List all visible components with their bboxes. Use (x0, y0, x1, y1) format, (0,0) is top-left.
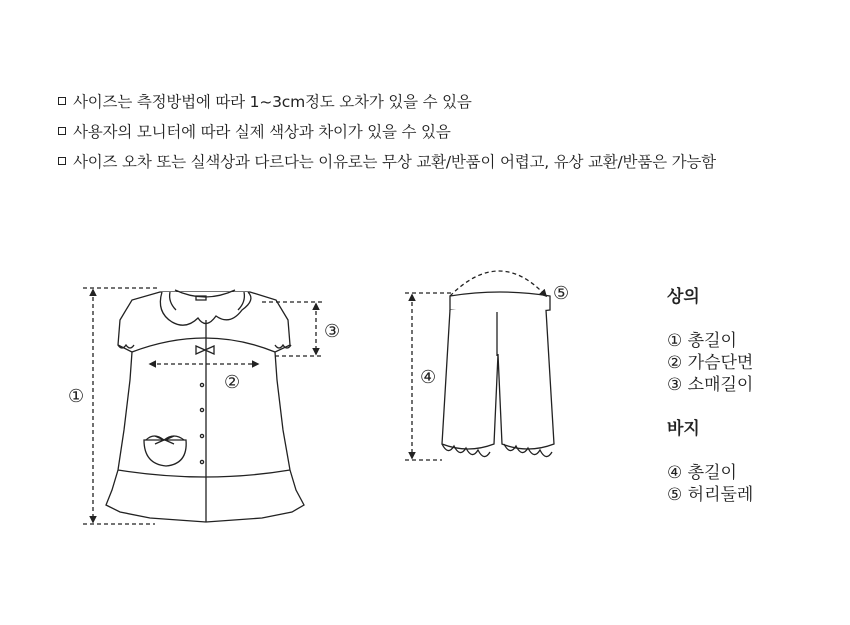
legend-bottom-heading: 바지 (667, 419, 700, 439)
note-text: 사이즈는 측정방법에 따라 1~3cm정도 오차가 있을 수 있음 (73, 93, 472, 111)
marker-1: ① (68, 386, 85, 407)
note-text: 사이즈 오차 또는 실색상과 다르다는 이유로는 무상 교환/반품이 어렵고, 유상 교환/반품은 가능함 (73, 153, 716, 171)
dress-illustration (106, 290, 304, 522)
legend-top-heading: 상의 (667, 287, 700, 307)
marker-2: ② (224, 372, 241, 393)
pants-illustration (442, 292, 554, 457)
marker-5: ⑤ (553, 283, 570, 304)
note-text: 사용자의 모니터에 따라 실제 색상과 차이가 있을 수 있음 (73, 123, 451, 141)
legend-item: ② 가슴단면 (667, 353, 754, 373)
legend-item: ① 총길이 (667, 331, 737, 351)
marker-3: ③ (324, 321, 341, 342)
measurement-legend (667, 286, 753, 506)
legend-item: ③ 소매길이 (667, 375, 754, 395)
legend-item: ⑤ 허리둘레 (667, 485, 754, 505)
legend-item: ④ 총길이 (667, 463, 737, 483)
marker-4: ④ (420, 367, 437, 388)
